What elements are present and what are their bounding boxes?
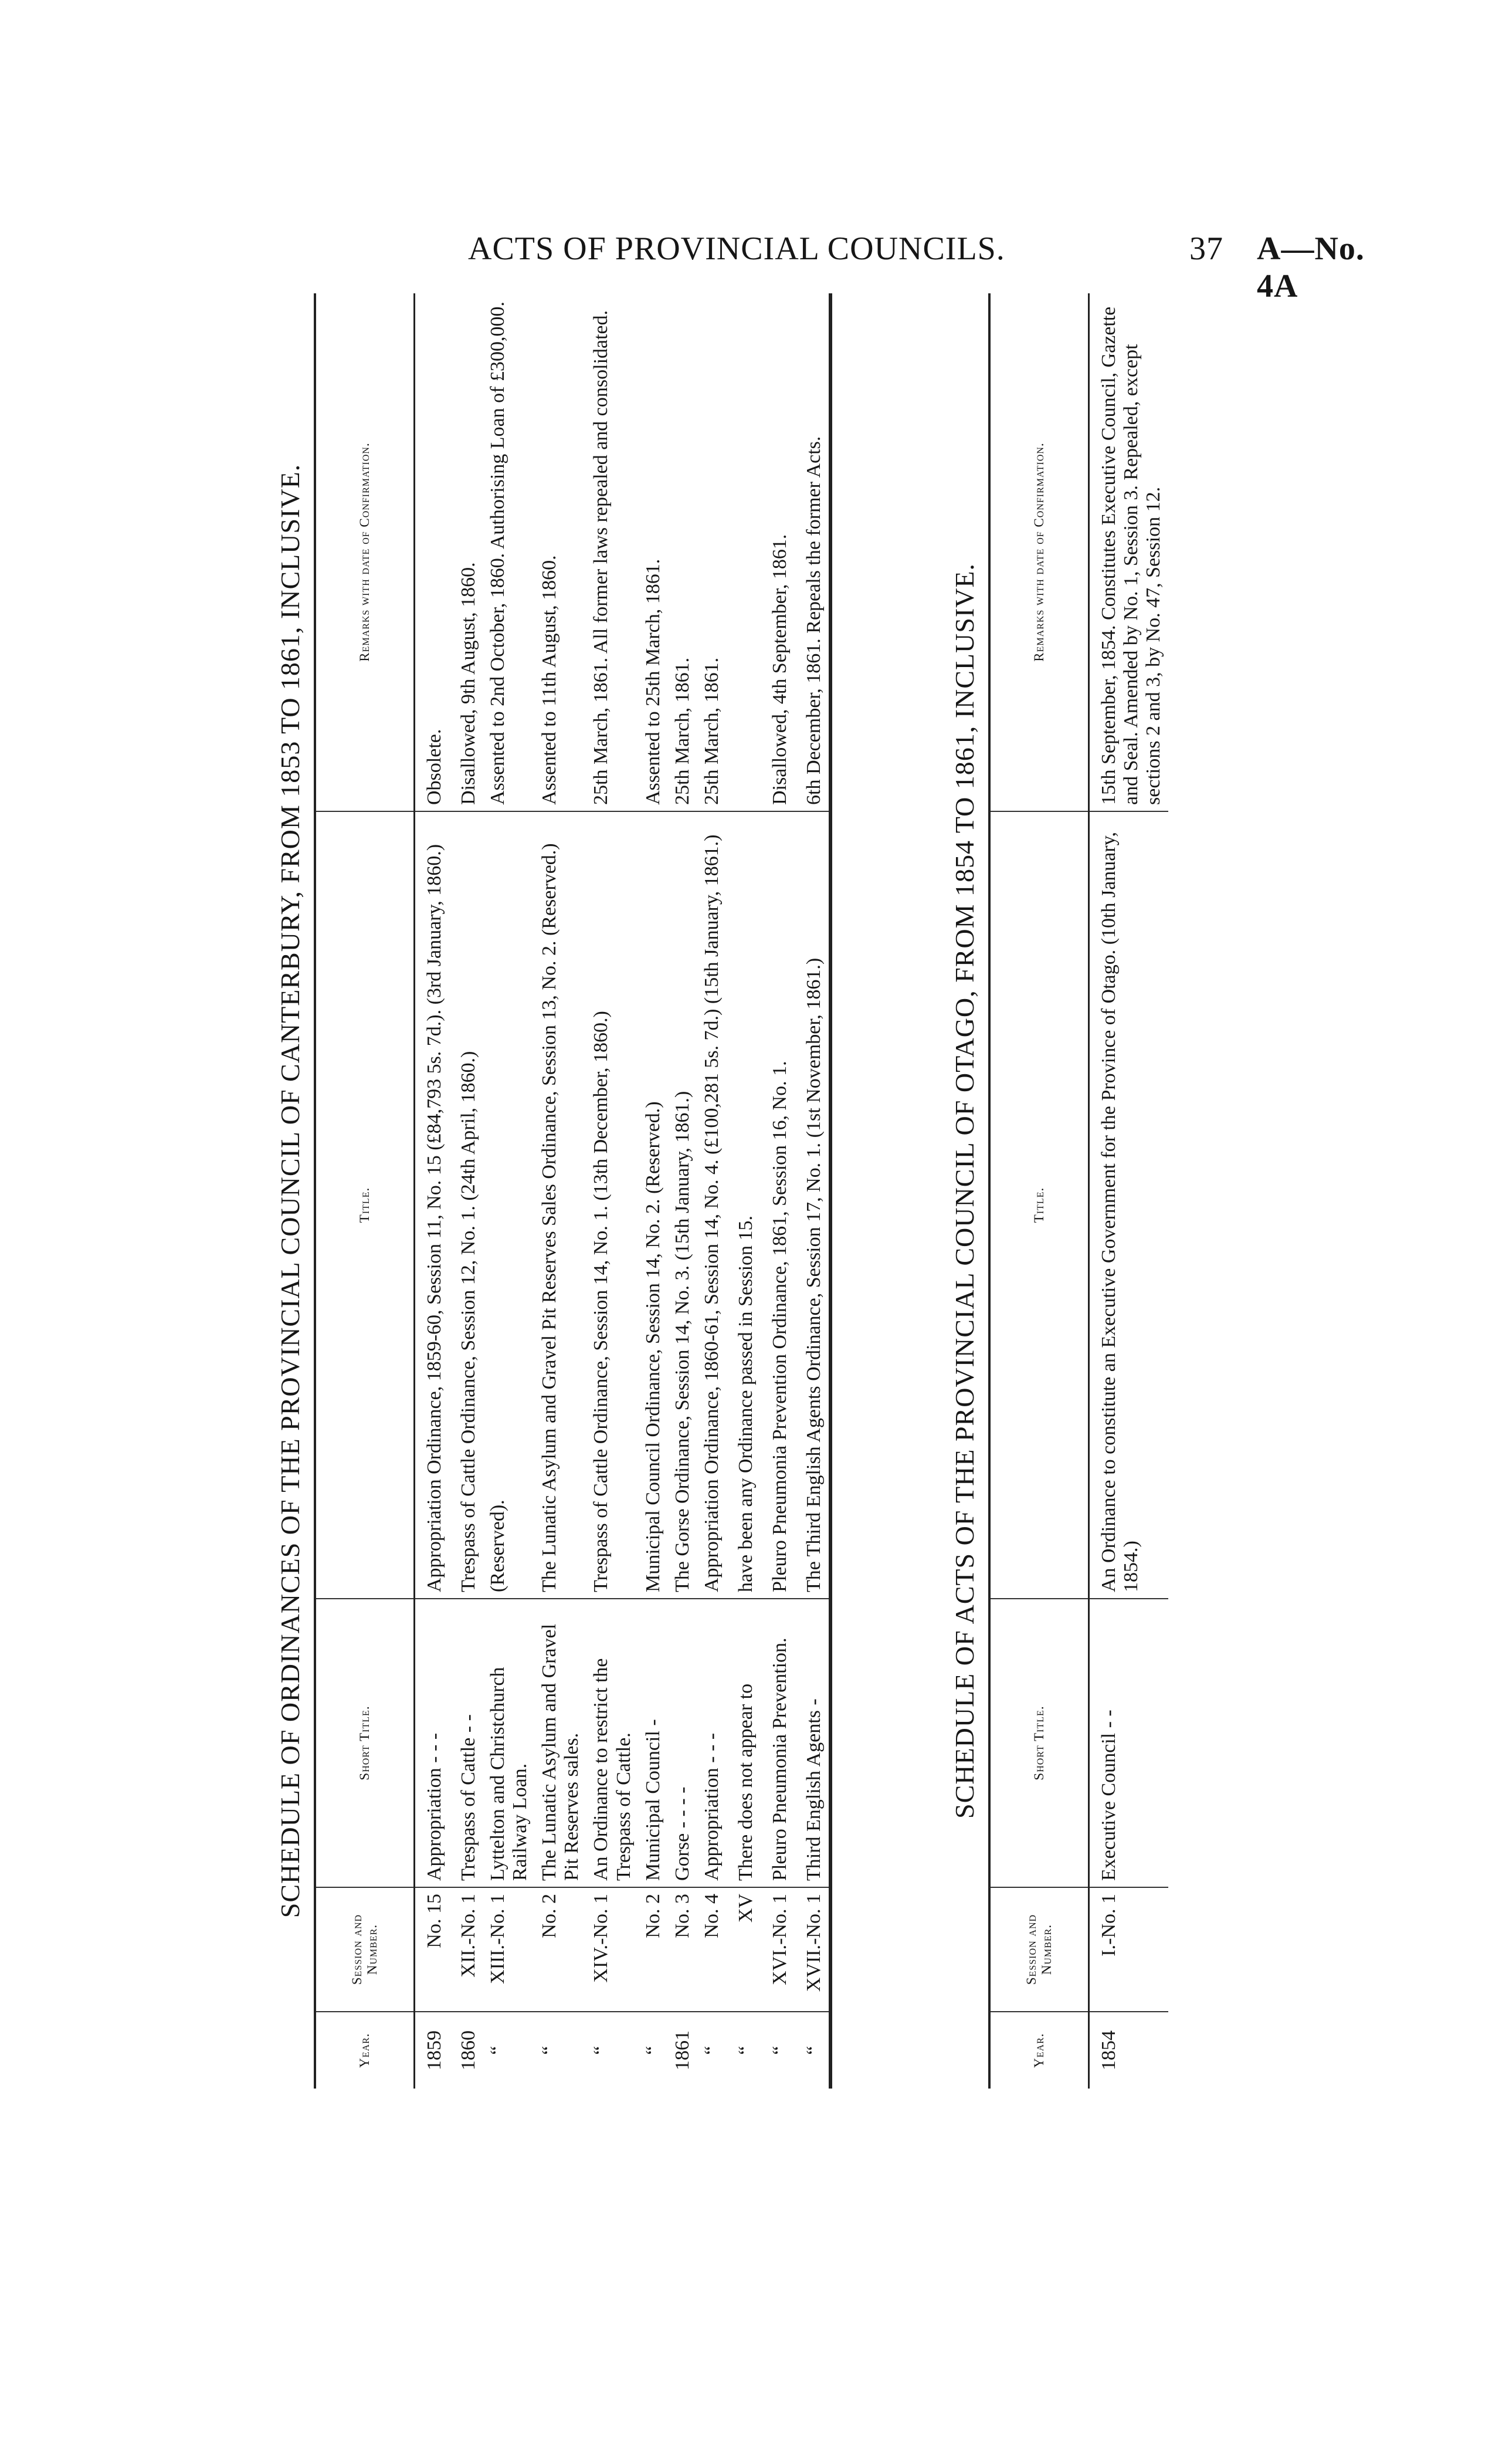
cell-title: Trespass of Cattle Ordinance, Session 14, No. 1. (13th December, 1860.) [586,811,638,1599]
cell-year: “ [768,2046,791,2055]
cell-session: I.-No. 1 [1089,1887,1169,2012]
cell-session: XIV.-No. 1 [586,1887,638,2012]
cell-short-title: The Lunatic Asylum and Gravel Pit Reserves sales. [535,1599,586,1887]
cell-short-title: There does not appear to [727,1599,761,1887]
cell-remarks: Disallowed, 4th September, 1861. [761,293,795,811]
cell-remarks: Disallowed, 9th August, 1860. [449,293,483,811]
table-row [795,293,830,2089]
table-row [535,293,586,2089]
cell-year: 1854 [1098,2030,1120,2070]
cell-remarks: 25th March, 1861. All former laws repealed and consolidated. [586,293,638,811]
cell-title: Municipal Council Ordinance, Session 14, No. 2. (Reserved.) [639,811,668,1599]
cell-title: (Reserved). [483,811,535,1599]
cell-short-title: Trespass of Cattle - - [449,1599,483,1887]
col-short-title: Short Title. [989,1599,1089,1887]
cell-remarks: Assented to 25th March, 1861. [639,293,668,811]
cell-short-title: Appropriation - - - [697,1599,727,1887]
cell-session: XV [727,1887,761,2012]
canterbury-schedule-title: SCHEDULE OF ORDINANCES OF THE PROVINCIAL COUNCIL OF CANTERBURY, FROM 1853 TO 1861, INCLUSIVE. [275,463,305,1918]
cell-year: “ [734,2046,757,2055]
cell-remarks: 25th March, 1861. [697,293,727,811]
col-remarks: Remarks with date of Confirmation. [315,293,415,811]
cell-session: XVII.-No. 1 [795,1887,830,2012]
cell-title: Trespass of Cattle Ordinance, Session 12, No. 1. (24th April, 1860.) [449,811,483,1599]
cell-year: “ [538,2046,561,2055]
cell-remarks [727,293,761,811]
cell-year: 1860 [457,2030,480,2070]
running-title: ACTS OF PROVINCIAL COUNCILS. [468,231,1005,267]
cell-short-title: Lyttelton and Christchurch Railway Loan. [483,1599,535,1887]
otago-table [988,293,1168,2089]
cell-session: XII.-No. 1 [449,1887,483,2012]
cell-title: Appropriation Ordinance, 1859-60, Session 11, No. 15 (£84,793 5s. 7d.). (3rd January, 1860.) [415,811,450,1599]
cell-remarks: Assented to 11th August, 1860. [535,293,586,811]
cell-session: XIII.-No. 1 [483,1887,535,2012]
cell-title: An Ordinance to constitute an Executive Government for the Province of Otago. (10th January, 1854.) [1089,811,1169,1599]
col-year: Year. [315,2012,415,2089]
cell-short-title: Municipal Council - [639,1599,668,1887]
cell-year: “ [803,2046,825,2055]
cell-short-title: Gorse - - - - [668,1599,697,1887]
table-row [483,293,535,2089]
otago-header-row [989,293,1089,2089]
cell-title: The Gorse Ordinance, Session 14, No. 3. (15th January, 1861.) [668,811,697,1599]
table-row [415,293,450,2089]
canterbury-header-row [315,293,415,2089]
otago-schedule [941,293,1168,2089]
cell-session: No. 4 [697,1887,727,2012]
otago-schedule-title: SCHEDULE OF ACTS OF THE PROVINCIAL COUNCIL OF OTAGO, FROM 1854 TO 1861, INCLUSIVE. [950,563,979,1819]
cell-title: Pleuro Pneumonia Prevention Ordinance, 1861, Session 16, No. 1. [761,811,795,1599]
cell-remarks: 6th December, 1861. Repeals the former Acts. [795,293,830,811]
cell-year: “ [700,2046,723,2055]
cell-year: “ [590,2046,612,2055]
cell-short-title: Third English Agents - [795,1599,830,1887]
cell-session: No. 3 [668,1887,697,2012]
page-number: 37 [1189,231,1223,267]
cell-session: No. 15 [415,1887,450,2012]
cell-short-title: Executive Council - - [1089,1599,1169,1887]
col-title: Title. [315,811,415,1599]
cell-session: No. 2 [535,1887,586,2012]
cell-remarks: 25th March, 1861. [668,293,697,811]
cell-year: 1861 [671,2030,693,2070]
cell-title: Appropriation Ordinance, 1860-61, Session 14, No. 4. (£100,281 5s. 7d.) (15th January, 1861.) [697,811,727,1599]
table-row [586,293,638,2089]
rotated-schedules [267,293,1229,2089]
col-session: Session and Number. [315,1887,415,2012]
cell-year: “ [487,2046,509,2055]
cell-year: “ [642,2046,664,2055]
table-row [449,293,483,2089]
cell-remarks: Assented to 2nd October, 1860. Authorising Loan of £300,000. [483,293,535,811]
col-short-title: Short Title. [315,1599,415,1887]
cell-title: The Lunatic Asylum and Gravel Pit Reserves Sales Ordinance, Session 13, No. 2. (Reserved.) [535,811,586,1599]
cell-remarks: 15th September, 1854. Constitutes Executive Council, Gazette and Seal. Amended by No. 1, Session 3. Repealed, except sections 2 and 3, by No. 47, Session 12. [1089,293,1169,811]
table-row [727,293,761,2089]
cell-year: 1859 [423,2030,445,2070]
cell-session: No. 2 [639,1887,668,2012]
cell-title: have been any Ordinance passed in Session 15. [727,811,761,1599]
cell-session: XVI.-No. 1 [761,1887,795,2012]
table-row [697,293,727,2089]
cell-short-title: Appropriation - - - [415,1599,450,1887]
canterbury-table [314,293,832,2089]
cell-title: The Third English Agents Ordinance, Session 17, No. 1. (1st November, 1861.) [795,811,830,1599]
cell-short-title: Pleuro Pneumonia Prevention. [761,1599,795,1887]
col-session: Session and Number. [989,1887,1089,2012]
col-title: Title. [989,811,1089,1599]
col-remarks: Remarks with date of Confirmation. [989,293,1089,811]
document-reference: A—No. 4A [1257,231,1365,304]
table-row [1089,293,1169,2089]
table-row [639,293,668,2089]
table-row [668,293,697,2089]
table-row [761,293,795,2089]
cell-remarks: Obsolete. [415,293,450,811]
canterbury-schedule [267,293,832,2089]
page-header [468,230,1383,304]
cell-short-title: An Ordinance to restrict the Trespass of Cattle. [586,1599,638,1887]
col-year: Year. [989,2012,1089,2089]
